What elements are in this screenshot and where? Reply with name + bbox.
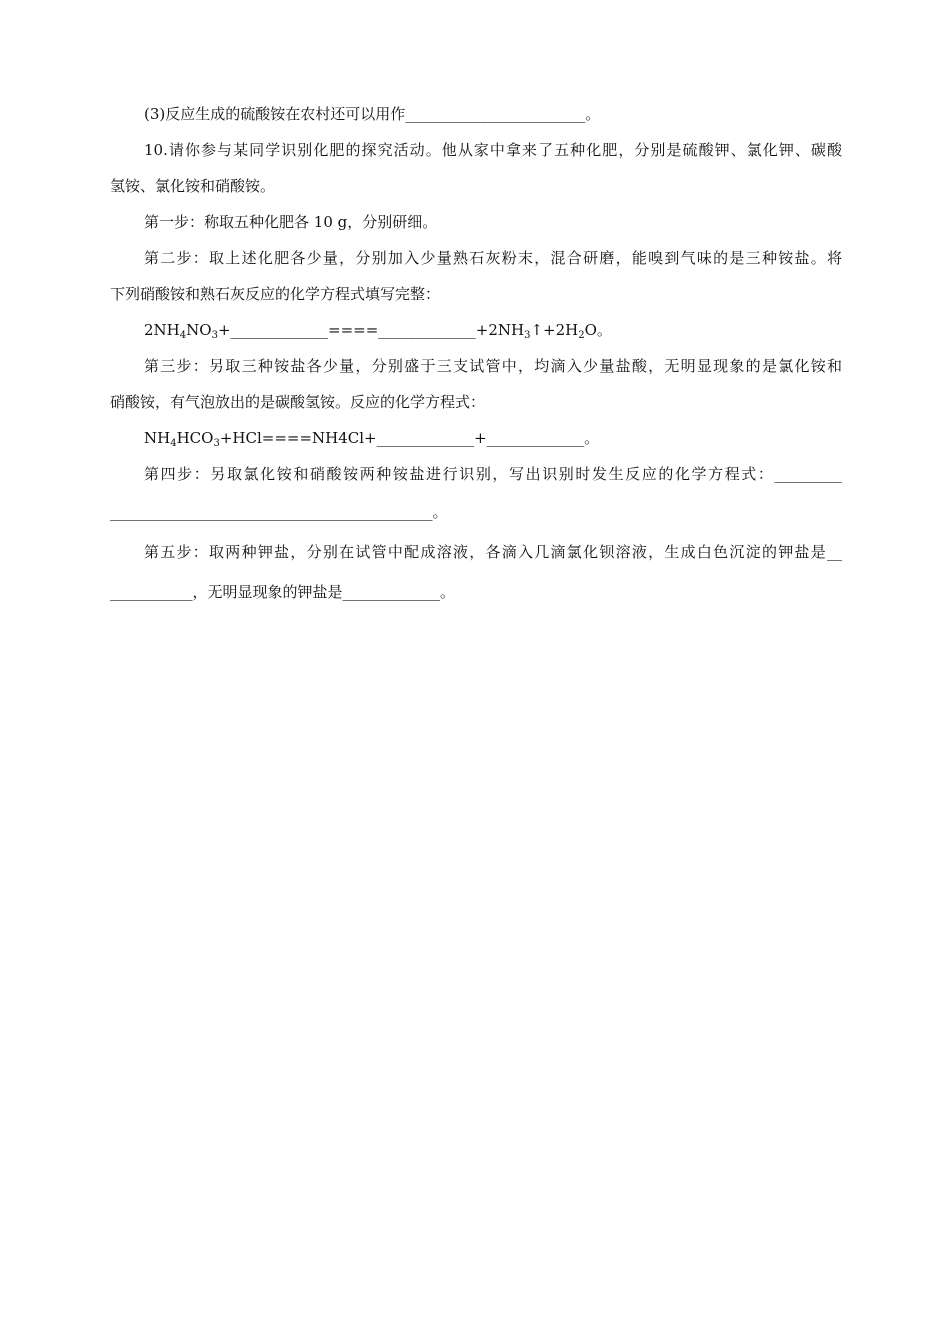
eq1-part: O。	[584, 321, 612, 339]
step-5-line-1: 第五步：取两种钾盐，分别在试管中配成溶液，各滴入几滴氯化钡溶液，生成白色沉淀的钾盐是__	[144, 543, 842, 561]
eq1-sub: 3	[211, 330, 218, 341]
eq1-part: +_____________====_____________+2NH	[217, 321, 525, 339]
step-4-line-2: ___________________________________________。	[110, 503, 448, 521]
step-2-line-1: 第二步：取上述化肥各少量，分别加入少量熟石灰粉末，混合研磨，能嗅到气味的是三种铵盐。将	[144, 249, 842, 267]
eq2-part: +HCl====NH4Cl+_____________+_____________。	[219, 429, 600, 447]
eq2-part: NH	[144, 429, 171, 447]
eq1-sub: 2	[578, 330, 585, 341]
eq1-part: 2NH	[144, 321, 180, 339]
step-4-line-1: 第四步：另取氯化铵和硝酸铵两种铵盐进行识别，写出识别时发生反应的化学方程式：_________	[144, 465, 842, 483]
eq1-part: NO	[186, 321, 212, 339]
equation-ammonium-nitrate	[110, 312, 842, 348]
eq2-sub: 3	[213, 438, 220, 449]
eq1-part: ↑+2H	[530, 321, 579, 339]
eq1-sub: 3	[524, 330, 531, 341]
step-2-line-2: 下列硝酸铵和熟石灰反应的化学方程式填写完整：	[110, 285, 441, 303]
question-10-intro-line-2: 氢铵、氯化铵和硝酸铵。	[110, 177, 276, 195]
step-1-text: 第一步：称取五种化肥各 10 g，分别研细。	[144, 213, 438, 231]
question-10-intro-line-1: 10.请你参与某同学识别化肥的探究活动。他从家中拿来了五种化肥，分别是硫酸钾、氯化钾、碳酸	[144, 141, 842, 159]
question-9-part-3: (3)反应生成的硫酸铵在农村还可以用作________________________。	[144, 105, 601, 123]
eq2-sub: 4	[170, 438, 177, 449]
eq2-part: HCO	[176, 429, 214, 447]
step-3-line-1: 第三步：另取三种铵盐各少量，分别盛于三支试管中，均滴入少量盐酸，无明显现象的是氯化铵和	[144, 357, 842, 375]
eq1-sub: 4	[179, 330, 187, 341]
equation-ammonium-bicarbonate	[110, 420, 842, 456]
question-content	[110, 96, 842, 612]
step-5-line-2: ___________，无明显现象的钾盐是_____________。	[110, 583, 456, 601]
step-3-line-2: 硝酸铵，有气泡放出的是碳酸氢铵。反应的化学方程式：	[110, 393, 486, 411]
